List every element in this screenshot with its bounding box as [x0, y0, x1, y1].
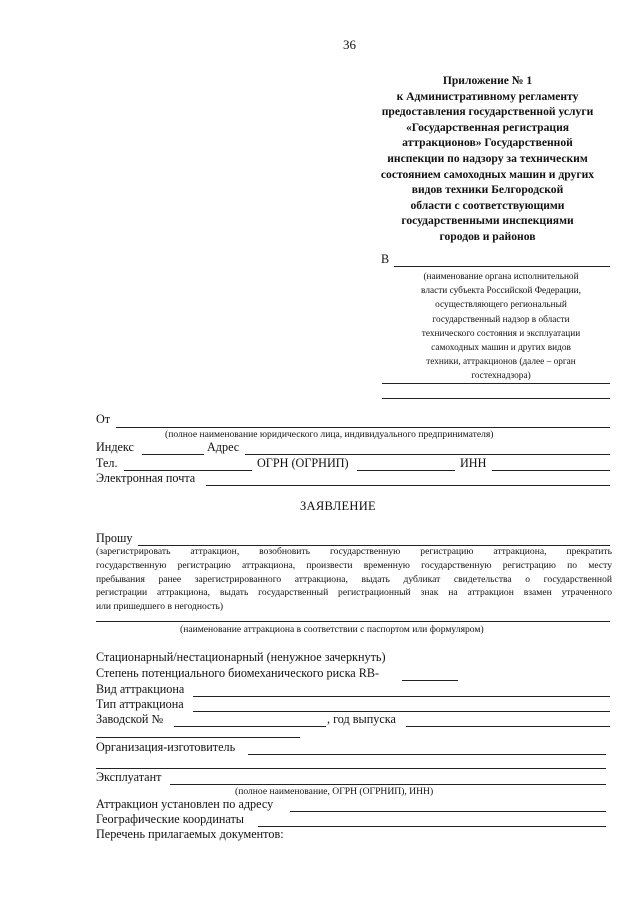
serial-extra-line[interactable]	[96, 737, 300, 738]
request-note-line: государственную регистрацию аттракциона, произвести временную государственную регистрацию по месту	[96, 559, 612, 571]
index-label: Индекс	[96, 440, 134, 454]
inn-field[interactable]	[492, 470, 610, 471]
addressee-note-line: гостехнадзора)	[471, 371, 531, 382]
addressee-note-line: самоходных машин и других видов	[431, 343, 571, 354]
addressee-prefix: В	[381, 252, 390, 266]
request-label: Прошу	[96, 531, 133, 545]
risk-field[interactable]	[402, 680, 458, 681]
year-field[interactable]	[406, 726, 610, 727]
appendix-header	[360, 73, 615, 245]
page-number: 36	[343, 37, 356, 52]
inn-label: ИНН	[460, 456, 487, 470]
addressee-extra-line[interactable]	[382, 398, 610, 399]
index-field[interactable]	[142, 454, 204, 455]
request-note-line: или пришедшего в негодность)	[96, 601, 224, 613]
appendix-line: инспекции по надзору за техническим	[387, 151, 588, 165]
stationary-label[interactable]: Стационарный/нестационарный (ненужное зачеркнуть)	[96, 650, 386, 664]
appendix-line: «Государственная регистрация	[405, 120, 570, 134]
manufacturer-field[interactable]	[248, 754, 606, 755]
appendix-line: аттракционов» Государственной	[402, 136, 573, 150]
addressee-note-line: техники, аттракционов (далее – орган	[426, 357, 576, 368]
addressee-note-line: власти субъекта Российской Федерации,	[421, 286, 581, 297]
request-note	[96, 545, 612, 614]
geo-label: Географические координаты	[96, 812, 244, 826]
request-note-line: регистрации аттракциона, выдать государственный регистрационный знак на аттракцион взамен утраченного	[96, 587, 612, 599]
addressee-note-line: осуществляющего региональный	[435, 300, 567, 311]
addressee-note-line: технического состояния и эксплуатации	[421, 328, 581, 339]
from-label: От	[96, 412, 111, 426]
addressee-field[interactable]	[394, 266, 610, 267]
from-field[interactable]	[116, 427, 610, 428]
manufacturer-extra-line[interactable]	[96, 768, 606, 769]
type-label: Тип аттракциона	[96, 697, 184, 711]
appendix-line: Приложение № 1	[442, 74, 533, 87]
serial-label: Заводской №	[96, 712, 164, 726]
kind-field[interactable]	[193, 696, 610, 697]
attraction-name-field[interactable]	[96, 621, 610, 622]
addressee-note-line: государственный надзор в области	[432, 314, 570, 325]
kind-label: Вид аттракциона	[96, 682, 185, 696]
operator-field[interactable]	[170, 784, 606, 785]
phone-label: Тел.	[96, 456, 118, 470]
address-label: Адрес	[207, 440, 240, 454]
ogrn-field[interactable]	[357, 470, 455, 471]
installed-field[interactable]	[290, 811, 606, 812]
request-note-line: пребывания ранее зарегистрированного аттракциона, выдать дубликат свидетельства о государственной	[96, 573, 612, 585]
docs-label: Перечень прилагаемых документов:	[96, 827, 284, 841]
geo-field[interactable]	[258, 826, 606, 827]
serial-field[interactable]	[174, 726, 326, 727]
operator-note: (полное наименование, ОГРН (ОГРНИП), ИНН)	[235, 786, 434, 797]
address-field[interactable]	[245, 454, 610, 455]
appendix-line: государственными инспекциями	[401, 214, 574, 228]
operator-label: Эксплуатант	[96, 770, 162, 784]
appendix-line: к Административному регламенту	[396, 89, 579, 103]
addressee-note-line: (наименование органа исполнительной	[423, 272, 579, 282]
addressee-extra-line[interactable]	[382, 383, 610, 384]
appendix-line: видов техники Белгородской	[411, 183, 564, 197]
installed-label: Аттракцион установлен по адресу	[96, 797, 274, 811]
email-field[interactable]	[206, 485, 610, 486]
attraction-name-note: (наименование аттракциона в соответствии с паспортом или формуляром)	[180, 624, 484, 635]
appendix-line: состоянием самоходных машин и других	[380, 167, 595, 181]
year-label: , год выпуска	[327, 712, 396, 726]
risk-label: Степень потенциального биомеханического риска RB-	[96, 666, 380, 680]
appendix-line: области с соответствующими	[410, 198, 565, 212]
appendix-line: предоставления государственной услуги	[381, 105, 594, 119]
addressee-note	[392, 270, 610, 384]
statement-title: ЗАЯВЛЕНИЕ	[300, 499, 376, 513]
request-note-line: (зарегистрировать аттракцион, возобновить государственную регистрацию аттракциона, прекратить	[96, 546, 612, 557]
from-note: (полное наименование юридического лица, индивидуального предпринимателя)	[165, 429, 494, 440]
ogrn-label: ОГРН (ОГРНИП)	[257, 456, 349, 470]
manufacturer-label: Организация-изготовитель	[96, 740, 236, 754]
type-field[interactable]	[193, 711, 610, 712]
appendix-line: городов и районов	[439, 229, 536, 243]
email-label: Электронная почта	[96, 471, 196, 485]
